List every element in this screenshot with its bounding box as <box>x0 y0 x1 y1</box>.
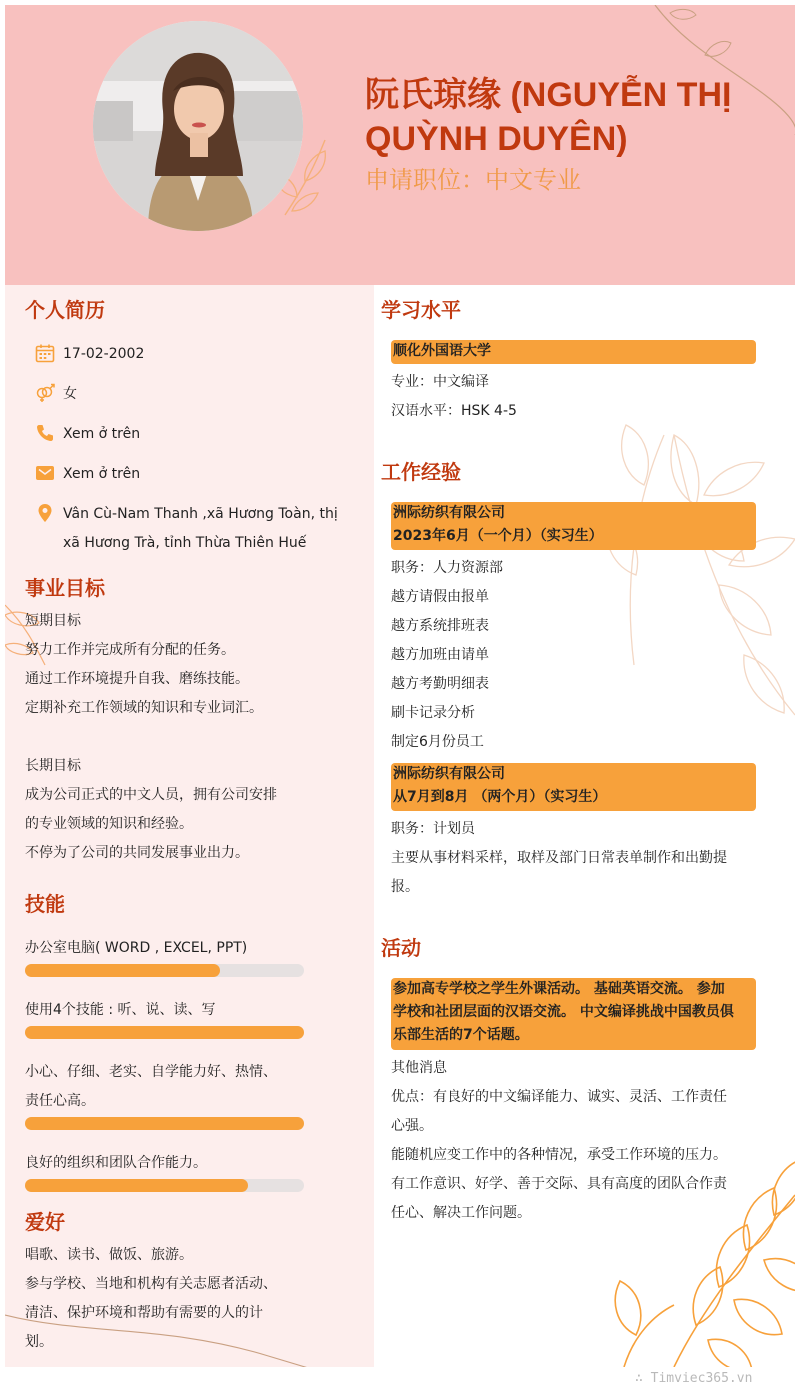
activities-line: 能随机应变工作中的各种情况，承受工作环境的压力。 <box>391 1147 727 1163</box>
dob-value: 17-02-2002 <box>63 346 145 362</box>
skill-label: 良好的组织和团队合作能力。 <box>25 1155 207 1171</box>
objective-line: 长期目标 <box>25 758 81 774</box>
hobby-line: 划。 <box>25 1334 53 1350</box>
job-line: 越方系统排班表 <box>391 618 489 634</box>
footer-brand: ∴ Timviec365.vn <box>635 1371 753 1386</box>
activities-line: 任心、解决工作问题。 <box>391 1205 531 1221</box>
activities-highlight-line: 学校和社团层面的汉语交流。 中文编译挑战中国教员俱 <box>393 1004 734 1020</box>
activities-highlight-line: 参加高专学校之学生外课活动。 基础英语交流。 参加 <box>393 981 725 997</box>
gender-icon <box>35 383 55 403</box>
objective-line: 通过工作环境提升自我、磨练技能。 <box>25 671 249 687</box>
hobby-line: 参与学校、当地和机构有关志愿者活动、 <box>25 1276 277 1292</box>
hobby-line: 清洁、保护环境和帮助有需要的人的计 <box>25 1305 263 1321</box>
header <box>5 5 795 285</box>
school-name: 顺化外国语大学 <box>391 340 756 364</box>
job-company: 洲际纺织有限公司 <box>393 505 505 521</box>
skills-section-title: 技能 <box>25 892 65 916</box>
objective-line: 短期目标 <box>25 613 81 629</box>
skill-bar <box>25 1117 304 1130</box>
email-icon <box>35 463 55 483</box>
experience-section-title: 工作经验 <box>381 460 461 484</box>
skill-bar-fill <box>25 1179 248 1192</box>
objective-line: 努力工作并完成所有分配的任务。 <box>25 642 235 658</box>
hobbies-section-title: 爱好 <box>25 1210 65 1234</box>
skill-bar-fill <box>25 964 220 977</box>
activities-line: 有工作意识、好学、善于交际、具有高度的团队合作责 <box>391 1176 727 1192</box>
left-column <box>5 285 374 1367</box>
job-line: 报。 <box>391 879 419 895</box>
email-value: Xem ở trên <box>63 466 141 482</box>
hobby-line: 唱歌、读书、做饭、旅游。 <box>25 1247 193 1263</box>
education-level: 汉语水平：HSK 4-5 <box>391 403 517 419</box>
activities-line: 其他消息 <box>391 1060 447 1076</box>
job-line: 职务：计划员 <box>391 821 475 837</box>
job-header <box>391 763 756 811</box>
job-period: 2023年6月（一个月）（实习生） <box>393 528 603 544</box>
job-period: 从7月到8月 （两个月）（实习生） <box>393 789 607 805</box>
address-line2: xã Hương Trà, tỉnh Thừa Thiên Huế <box>63 535 307 551</box>
objective-line: 定期补充工作领域的知识和专业词汇。 <box>25 700 263 716</box>
personal-section-title: 个人简历 <box>25 298 105 322</box>
job-line: 刷卡记录分析 <box>391 705 475 721</box>
skill-bar <box>25 1026 304 1039</box>
profile-photo <box>93 21 303 231</box>
activities-line: 优点：有良好的中文编译能力、诚实、灵活、工作责任 <box>391 1089 727 1105</box>
job-line: 职务：人力资源部 <box>391 560 503 576</box>
footer-brand-text: Timviec365.vn <box>650 1371 753 1386</box>
education-major: 专业：中文编译 <box>391 374 489 390</box>
skill-bar <box>25 1179 304 1192</box>
right-column <box>374 285 795 1367</box>
objective-section-title: 事业目标 <box>25 576 105 600</box>
activities-highlight-line: 乐部生活的7个话题。 <box>393 1027 529 1043</box>
phone-value: Xem ở trên <box>63 426 141 442</box>
phone-icon <box>35 423 55 443</box>
activities-line: 心强。 <box>391 1118 433 1134</box>
address-line1: Vân Cù-Nam Thanh ,xã Hương Toàn, thị <box>63 506 338 522</box>
job-line: 越方加班由请单 <box>391 647 489 663</box>
skill-label: 小心、仔细、老实、自学能力好、热情、 <box>25 1064 277 1080</box>
skill-bar-fill <box>25 1026 304 1039</box>
objective-line: 成为公司正式的中文人员，拥有公司安排 <box>25 787 277 803</box>
gender-value: 女 <box>63 386 77 402</box>
job-company: 洲际纺织有限公司 <box>393 766 505 782</box>
activities-highlight <box>391 978 756 1050</box>
skill-label: 责任心高。 <box>25 1093 95 1109</box>
job-line: 越方请假由报单 <box>391 589 489 605</box>
job-line: 越方考勤明细表 <box>391 676 489 692</box>
applied-position: 申请职位：中文专业 <box>365 166 581 194</box>
job-line: 制定6月份员工 <box>391 734 484 750</box>
objective-line: 的专业领域的知识和经验。 <box>25 816 193 832</box>
location-icon <box>35 503 55 523</box>
job-line: 主要从事材料采样，取样及部门日常表单制作和出勤提 <box>391 850 727 866</box>
objective-line: 不停为了公司的共同发展事业出力。 <box>25 845 249 861</box>
cv-page <box>5 5 795 1367</box>
activities-section-title: 活动 <box>381 936 421 960</box>
skill-label: 使用4个技能 : 听、说、读、写 <box>25 1002 216 1018</box>
skill-label: 办公室电脑( WORD , EXCEL, PPT) <box>25 940 248 956</box>
job-header <box>391 502 756 550</box>
education-section-title: 学习水平 <box>381 298 461 322</box>
candidate-name: 阮氏琼缘 (NGUYỄN THỊ QUỲNH DUYÊN) <box>365 76 732 158</box>
skill-bar-fill <box>25 1117 304 1130</box>
calendar-icon <box>35 343 55 363</box>
skill-bar <box>25 964 304 977</box>
